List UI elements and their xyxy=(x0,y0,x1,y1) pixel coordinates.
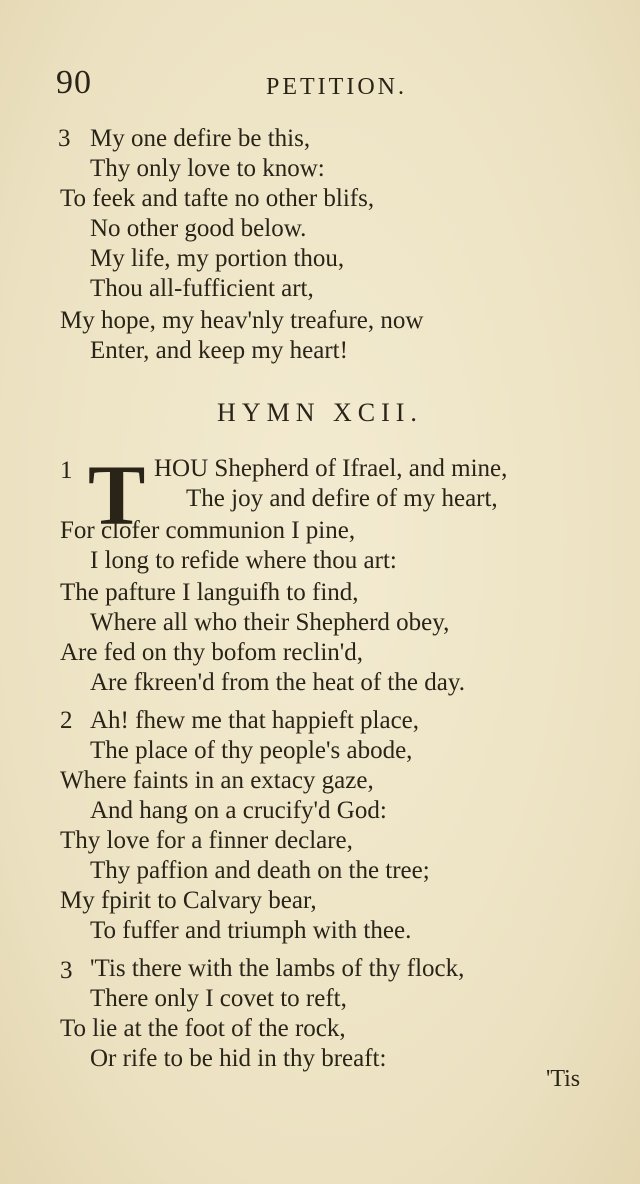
hymn-title: HYMN XCII. xyxy=(217,398,423,427)
verse-line: To lie at the foot of the rock, xyxy=(60,1015,346,1042)
verse-line: To feek and tafte no other blifs, xyxy=(60,185,375,212)
verse-line: The joy and defire of my heart, xyxy=(186,485,498,512)
catchword: 'Tis xyxy=(546,1066,581,1092)
stanza-number: 2 xyxy=(60,707,73,734)
verse-line: Thy paffion and death on the tree; xyxy=(90,857,430,884)
verse-line: Thy love for a finner declare, xyxy=(60,827,353,854)
verse-line: Or rife to be hid in thy breaft: xyxy=(90,1045,387,1072)
verse-line: Where all who their Shepherd obey, xyxy=(90,609,450,636)
verse-line: No other good below. xyxy=(90,215,307,242)
verse-line: And hang on a crucify'd God: xyxy=(90,797,387,824)
verse-line: The place of thy people's abode, xyxy=(90,737,413,764)
verse-line: My hope, my heav'nly treafure, now xyxy=(60,307,424,334)
verse-line: My life, my portion thou, xyxy=(90,245,345,272)
verse-line: Thou all-fufficient art, xyxy=(90,275,314,302)
verse-line: Thy only love to know: xyxy=(90,155,325,182)
verse-line: Are fkreen'd from the heat of the day. xyxy=(90,669,465,696)
verse-line: To fuffer and triumph with thee. xyxy=(90,917,412,944)
page-number: 90 xyxy=(56,64,92,101)
stanza-number: 3 xyxy=(58,125,71,152)
running-head: PETITION. xyxy=(266,74,407,100)
stanza-number: 3 xyxy=(60,957,73,984)
verse-line: There only I covet to reft, xyxy=(90,985,347,1012)
verse-line: Where faints in an extacy gaze, xyxy=(60,767,374,794)
verse-line: The pafture I languifh to find, xyxy=(60,579,359,606)
verse-line: Are fed on thy bofom reclin'd, xyxy=(60,639,364,666)
verse-line: 'Tis there with the lambs of thy flock, xyxy=(90,955,465,982)
verse-line: My fpirit to Calvary bear, xyxy=(60,887,317,914)
verse-line: Enter, and keep my heart! xyxy=(90,337,348,364)
verse-line: My one defire be this, xyxy=(90,125,311,152)
stanza-number: 1 xyxy=(60,457,73,484)
verse-line: I long to refide where thou art: xyxy=(90,547,397,574)
drop-cap: T xyxy=(88,447,146,543)
verse-line: For clofer communion I pine, xyxy=(60,517,356,544)
page-header xyxy=(56,64,436,104)
verse-line: HOU Shepherd of Ifrael, and mine, xyxy=(154,455,508,482)
verse-line: Ah! fhew me that happieft place, xyxy=(90,707,420,734)
